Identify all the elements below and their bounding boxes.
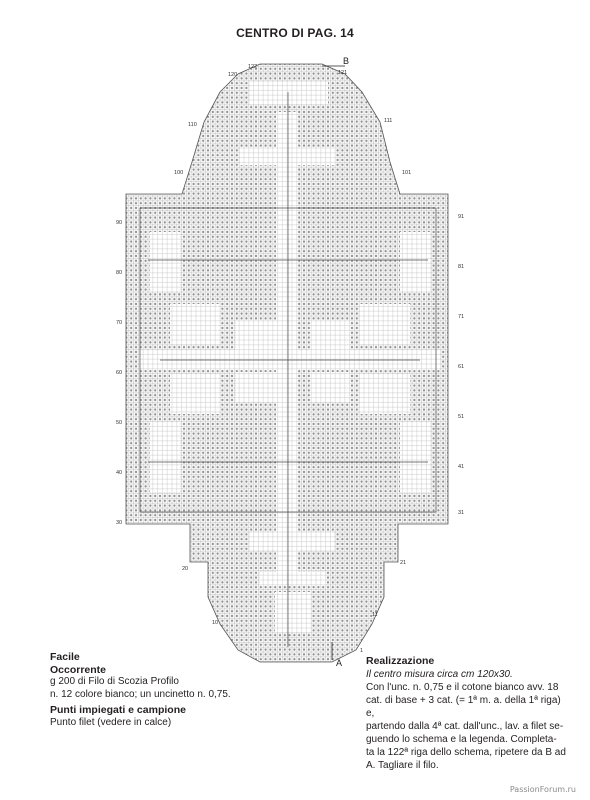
row-number-right: 51 — [458, 414, 465, 420]
instruction-line: guendo lo schema e la legenda. Completa- — [366, 734, 557, 745]
watermark: PassionForum.ru — [509, 785, 576, 794]
row-number-left: 70 — [116, 320, 123, 326]
open-mesh-area — [310, 372, 350, 402]
row-number-right: 21 — [400, 560, 407, 566]
difficulty-label: Facile — [50, 651, 80, 663]
row-number-left: 20 — [182, 566, 189, 572]
open-mesh-area — [276, 112, 298, 582]
page-title: CENTRO DI PAG. 14 — [236, 26, 354, 40]
row-number-right: 91 — [458, 214, 465, 220]
instruction-line: cat. di base + 3 cat. (= 1ª m. a. della 1ª riga) e, — [366, 695, 561, 719]
open-mesh-area — [150, 232, 180, 292]
open-mesh-area — [170, 374, 220, 414]
instruction-line: partendo dalla 4ª cat. dall'unc., lav. a filet se- — [366, 721, 564, 732]
row-number-left: 40 — [116, 470, 123, 476]
instructions-heading: Realizzazione — [366, 655, 435, 667]
row-number-right: 122 — [248, 64, 258, 70]
open-mesh-area — [360, 304, 410, 344]
filet-chart — [100, 52, 485, 682]
open-mesh-area — [170, 304, 220, 344]
row-number-right: 61 — [458, 364, 465, 370]
stitches-text: Punto filet (vedere in calce) — [50, 716, 172, 728]
instruction-line: ta la 122ª riga dello schema, ripetere da B ad — [366, 747, 566, 758]
size-line: Il centro misura circa cm 120x30. — [366, 669, 513, 680]
open-mesh-area — [250, 532, 334, 550]
row-number-left: 10 — [212, 620, 219, 626]
open-mesh-area — [310, 320, 350, 350]
row-number-right: 11 — [372, 612, 378, 618]
materials-heading: Occorrente — [50, 663, 107, 676]
row-number-left: 30 — [116, 520, 123, 526]
open-mesh-area — [400, 422, 430, 492]
row-number-left: 100 — [174, 170, 184, 176]
stitches-heading: Punti impiegati e campione — [50, 704, 186, 716]
row-number-right: 71 — [458, 314, 465, 320]
open-mesh-area — [360, 374, 410, 414]
materials-line-2: n. 12 colore bianco; un uncinetto n. 0,75. — [50, 688, 231, 700]
open-mesh-area — [400, 232, 430, 292]
row-number-right: 1 — [360, 648, 364, 654]
row-number-left: 50 — [116, 420, 123, 426]
row-number-right: 121 — [338, 70, 348, 76]
row-number-left: 80 — [116, 270, 123, 276]
row-number-right: 41 — [458, 464, 465, 470]
row-number-right: 101 — [402, 170, 412, 176]
filet-chart-grid — [100, 52, 485, 682]
materials-line-1: g 200 di Filo di Scozia Profilo — [50, 676, 179, 687]
row-number-right: 31 — [458, 510, 465, 516]
open-mesh-area — [150, 422, 180, 492]
open-mesh-area — [250, 82, 328, 104]
row-number-right: 81 — [458, 264, 465, 270]
instruction-line: Con l'unc. n. 0,75 e il cotone bianco avv. 18 — [366, 682, 559, 693]
instruction-line: A. Tagliare il filo. — [366, 760, 439, 771]
marker-a-label: A — [336, 658, 343, 668]
marker-b-label: B — [343, 56, 350, 66]
row-number-left: 120 — [228, 72, 238, 78]
open-mesh-area — [236, 320, 276, 350]
open-mesh-area — [260, 572, 326, 586]
row-number-left: 90 — [116, 220, 123, 226]
instructions-block — [366, 655, 566, 772]
row-number-right: 111 — [384, 118, 393, 124]
row-number-left: 60 — [116, 370, 123, 376]
open-mesh-area — [236, 372, 276, 402]
row-number-left: 110 — [188, 122, 197, 128]
open-mesh-area — [275, 592, 311, 632]
requirements-block — [50, 651, 310, 729]
